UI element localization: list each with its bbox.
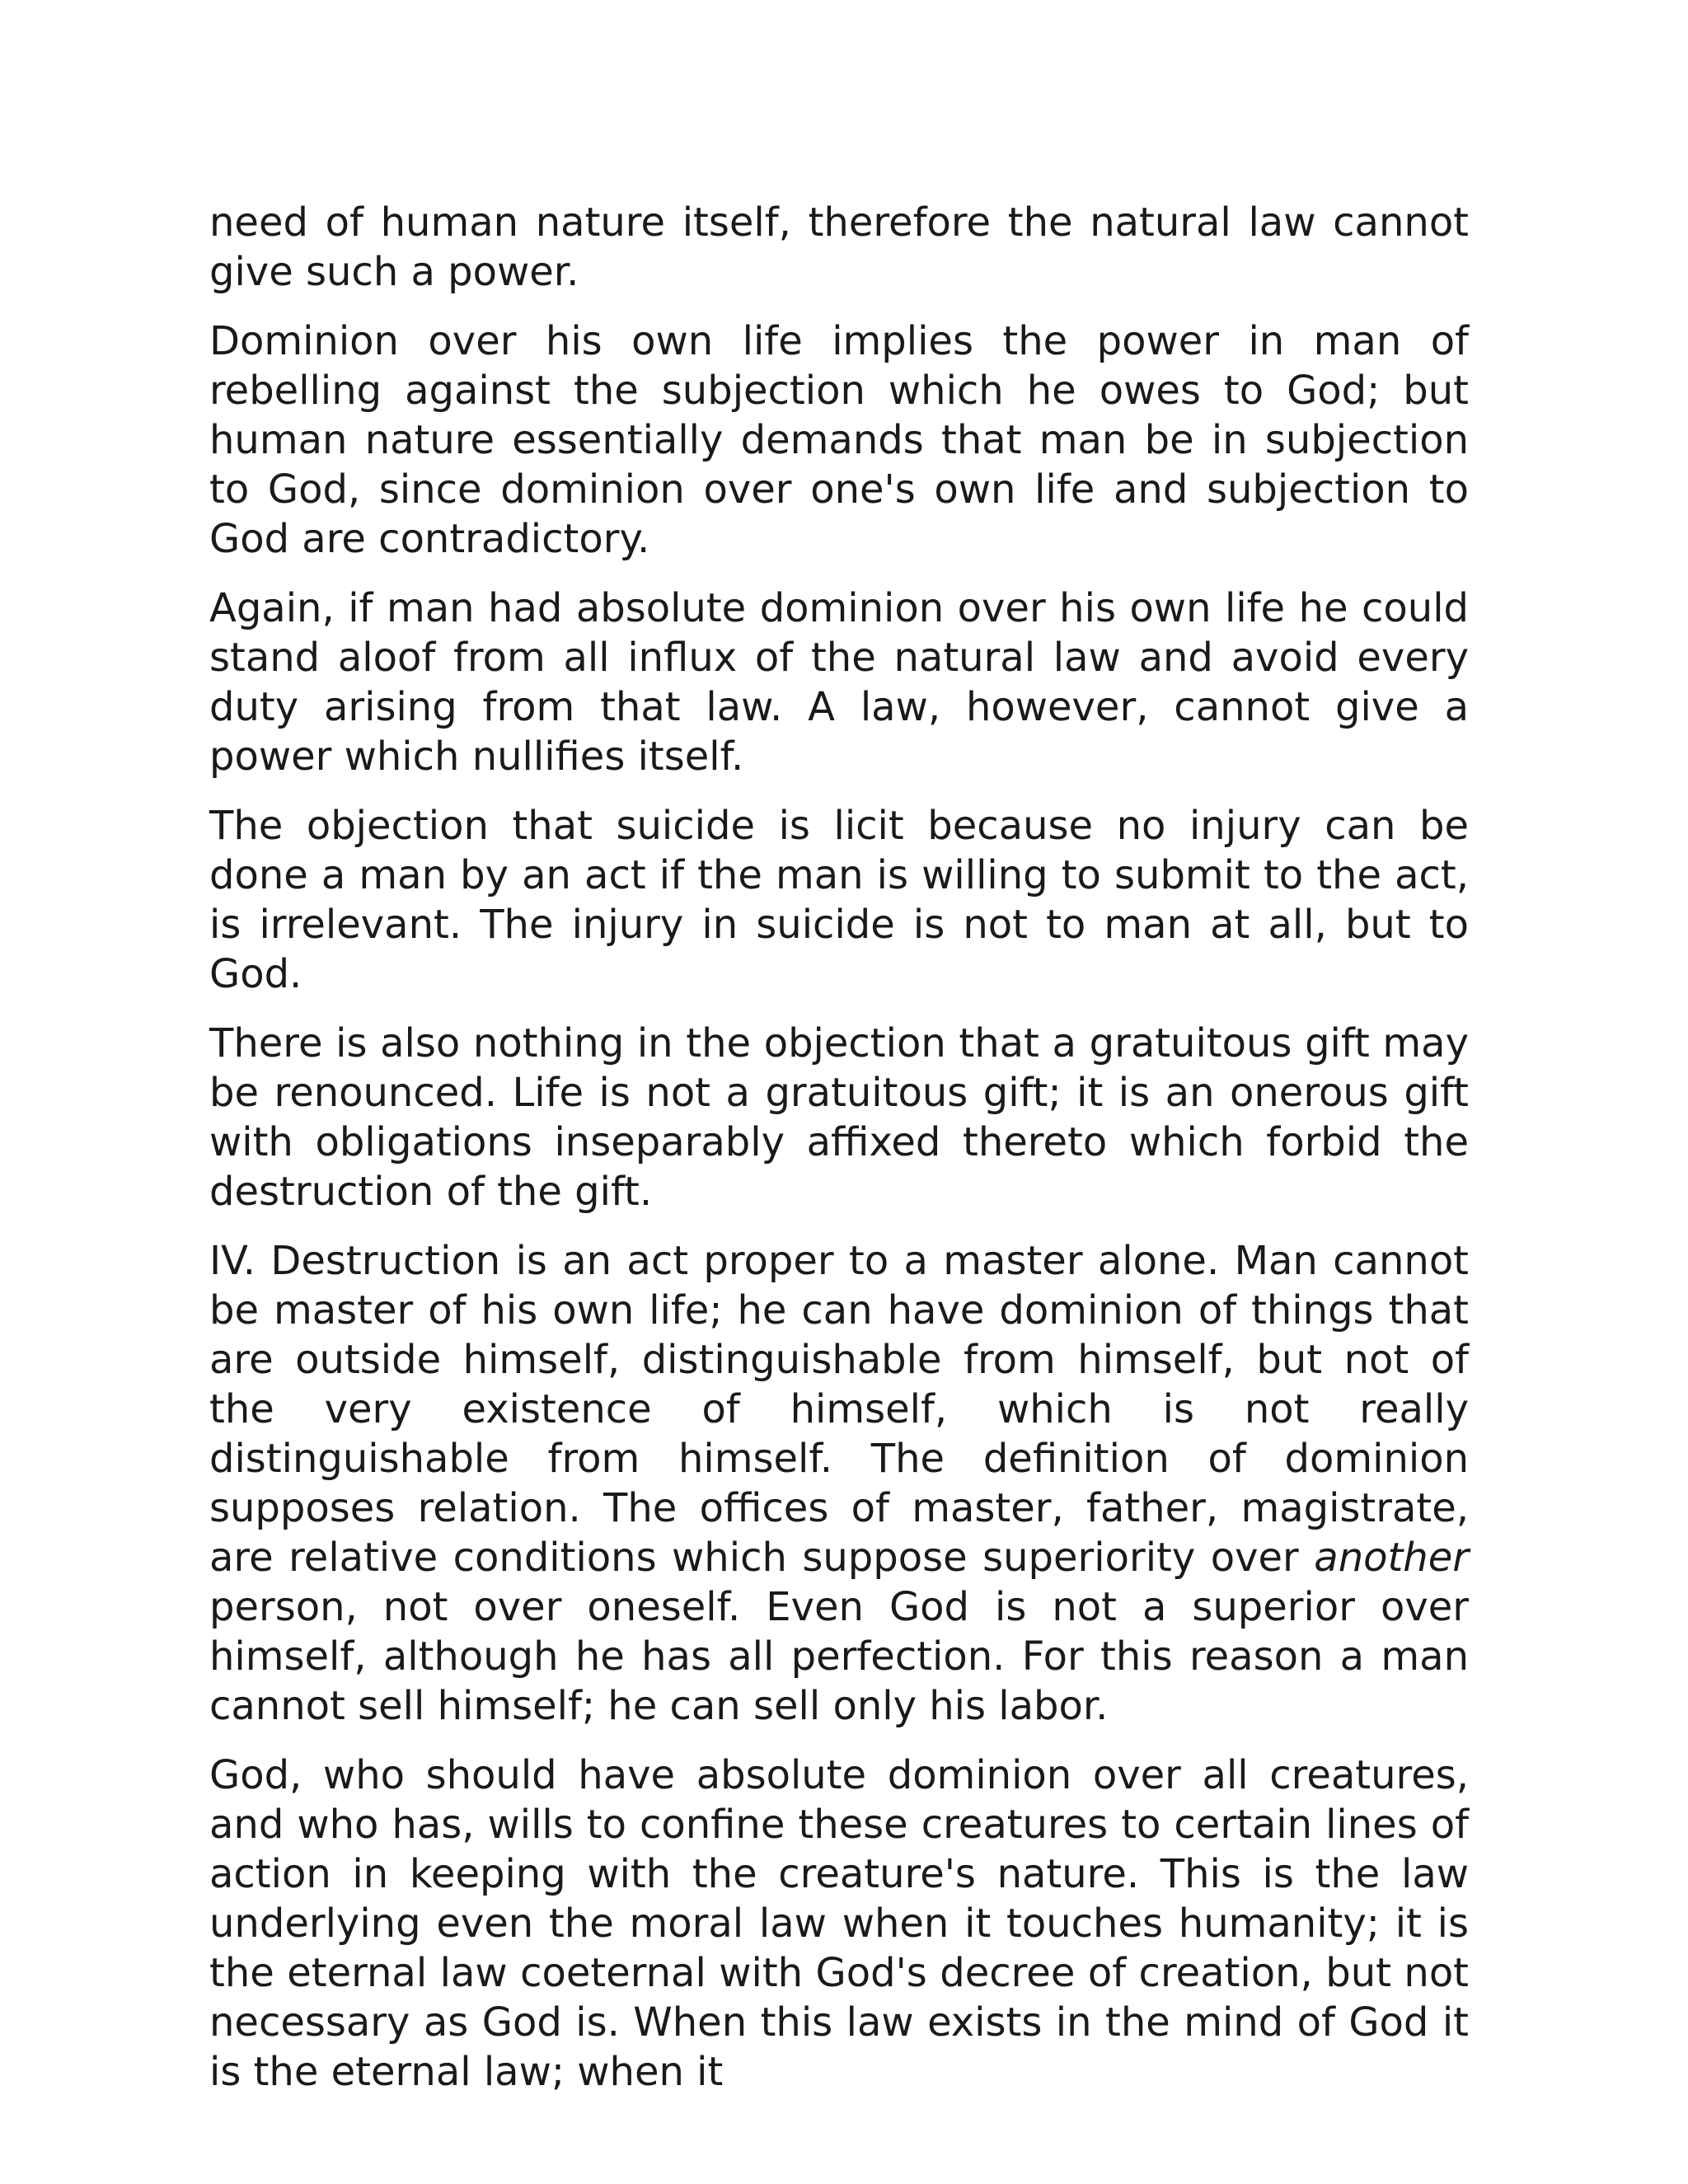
paragraph-3: Again, if man had absolute dominion over his own life he could stand aloof from all influx of the natural law and avoid every duty arising from that law. A law, however, cannot give a power which nullifies itself. [209, 585, 1469, 780]
paragraph-1: need of human nature itself, therefore the natural law cannot give such a power. [209, 199, 1469, 295]
paragraph-5: There is also nothing in the objection that a gratuitous gift may be renounced. Life is not a gratuitous gift; it is an onerous gift with obligations inseparably affixed thereto which forbid the destruction of the gift. [209, 1020, 1469, 1215]
paragraph-6 [209, 1236, 1469, 1731]
paragraph-2: Dominion over his own life implies the power in man of rebelling against the subjection which he owes to God; but human nature essentially demands that man be in subjection to God, since dominion over one's own life and subjection to God are contradictory. [209, 318, 1469, 562]
paragraph-4: The objection that suicide is licit because no injury can be done a man by an act if the man is willing to submit to the act, is irrelevant. The injury in suicide is not to man at all, but to God. [209, 803, 1469, 997]
paragraph-6-before: IV. Destruction is an act proper to a master alone. Man cannot be master of his own life; he can have dominion of things that are outside himself, distinguishable from himself, but not of the very existence of himself, which is not really distinguishable from himself. The definition of dominion supposes relation. The offices of master, father, magistrate, are relative conditions which suppose superiority over [209, 1238, 1469, 1581]
paragraph-7: God, who should have absolute dominion over all creatures, and who has, wills to confine these creatures to certain lines of action in keeping with the creature's nature. This is the law underlying even the moral law when it touches humanity; it is the eternal law coeternal with God's decree of creation, but not necessary as God is. When this law exists in the mind of God it is the eternal law; when it [209, 1752, 1469, 2095]
paragraph-6-after: person, not over oneself. Even God is not a superior over himself, although he has all perfection. For this reason a man cannot sell himself; he can sell only his labor. [209, 1584, 1469, 1729]
document-page [209, 198, 1469, 2097]
emphasis-another: another [1314, 1535, 1469, 1581]
